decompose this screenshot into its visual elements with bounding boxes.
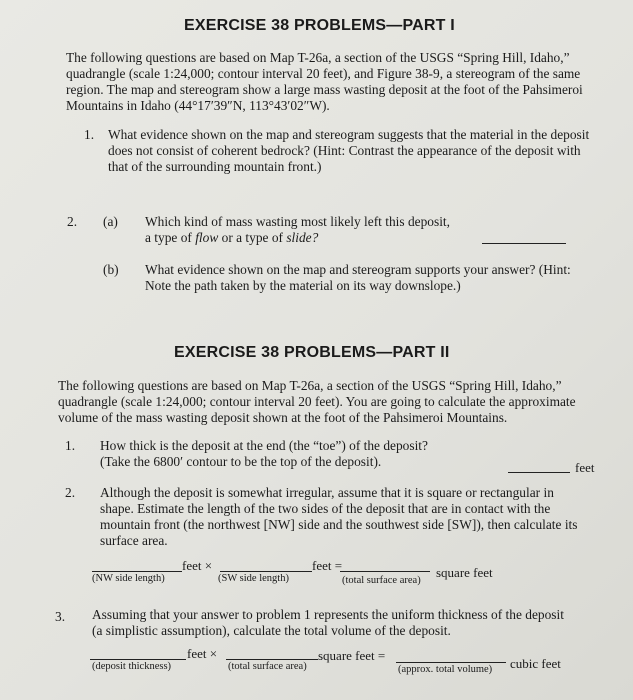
unit-label: cubic feet bbox=[510, 656, 561, 671]
field-label: (SW side length) bbox=[218, 573, 289, 584]
part1-intro-line: Mountains in Idaho (44°17′39″N, 113°43′02″W). bbox=[66, 98, 330, 113]
question-line: that of the surrounding mountain front.) bbox=[108, 159, 322, 174]
nw-side-length-blank[interactable] bbox=[92, 571, 182, 572]
question-line bbox=[145, 230, 318, 246]
question-line: What evidence shown on the map and stereogram supports your answer? (Hint: bbox=[145, 262, 571, 277]
total-volume-blank[interactable] bbox=[396, 662, 506, 663]
question-line: Although the deposit is somewhat irregular, assume that it is square or rectangular in bbox=[100, 485, 554, 500]
question-line: mountain front (the northwest [NW] side and the southwest side [SW]), then calculate its bbox=[100, 517, 578, 532]
part2-title: EXERCISE 38 PROBLEMS—PART II bbox=[174, 344, 450, 361]
text-fragment: a type of bbox=[145, 230, 196, 245]
question-line: How thick is the deposit at the end (the “toe”) of the deposit? bbox=[100, 438, 428, 453]
field-label: (deposit thickness) bbox=[92, 661, 172, 672]
unit-label: square feet bbox=[436, 565, 493, 580]
field-label: (total surface area) bbox=[228, 661, 307, 672]
unit-label: feet bbox=[575, 460, 595, 475]
feet-times: feet × bbox=[187, 646, 218, 661]
feet-equals: feet = bbox=[312, 558, 343, 573]
question-number: 3. bbox=[55, 609, 66, 624]
question-number: 1. bbox=[65, 438, 76, 453]
text-fragment: or a type of bbox=[218, 230, 287, 245]
question-line: shape. Estimate the length of the two sides of the deposit that are in contact with the bbox=[100, 501, 551, 516]
question-line: What evidence shown on the map and stereogram suggests that the material in the deposit bbox=[108, 127, 590, 142]
subquestion-label: (b) bbox=[103, 262, 119, 277]
surface-area-blank[interactable] bbox=[340, 571, 430, 572]
answer-blank[interactable] bbox=[508, 472, 570, 473]
question-line: does not consist of coherent bedrock? (Hint: Contrast the appearance of the deposit with bbox=[108, 143, 581, 158]
field-label: (total surface area) bbox=[342, 575, 421, 586]
question-line: Note the path taken by the material on its way downslope.) bbox=[145, 278, 461, 293]
question-line: (Take the 6800′ contour to be the top of the deposit). bbox=[100, 454, 382, 469]
answer-blank[interactable] bbox=[482, 243, 566, 244]
emphasis-slide: slide? bbox=[286, 230, 319, 245]
part1-intro-line: The following questions are based on Map T-26a, a section of the USGS “Spring Hill, Idaho,” bbox=[66, 50, 570, 65]
question-line: surface area. bbox=[100, 533, 168, 548]
subquestion-label: (a) bbox=[103, 214, 118, 229]
part1-title: EXERCISE 38 PROBLEMS—PART I bbox=[184, 17, 455, 34]
part1-intro-line: region. The map and stereogram show a large mass wasting deposit at the foot of the Pahsimeroi bbox=[66, 82, 583, 97]
part2-intro-line: quadrangle (scale 1:24,000; contour interval 20 feet). You are going to calculate the approximate bbox=[58, 394, 576, 409]
emphasis-flow: flow bbox=[195, 230, 219, 245]
question-line: (a simplistic assumption), calculate the total volume of the deposit. bbox=[92, 623, 451, 638]
total-surface-area-blank[interactable] bbox=[226, 659, 318, 660]
field-label: (approx. total volume) bbox=[398, 664, 493, 675]
question-number: 1. bbox=[84, 127, 95, 142]
feet-times: feet × bbox=[182, 558, 213, 573]
sw-side-length-blank[interactable] bbox=[220, 571, 312, 572]
question-number: 2. bbox=[67, 214, 78, 229]
question-line: Which kind of mass wasting most likely left this deposit, bbox=[145, 214, 450, 229]
deposit-thickness-blank[interactable] bbox=[90, 659, 186, 660]
part1-intro-line: quadrangle (scale 1:24,000; contour interval 20 feet), and Figure 38-9, a stereogram of the same bbox=[66, 66, 581, 81]
square-feet-equals: square feet = bbox=[318, 648, 386, 663]
part2-intro-line: The following questions are based on Map T-26a, a section of the USGS “Spring Hill, Idaho,” bbox=[58, 378, 562, 393]
part2-intro-line: volume of the mass wasting deposit shown at the foot of the Pahsimeroi Mountains. bbox=[58, 410, 508, 425]
field-label: (NW side length) bbox=[92, 573, 165, 584]
question-line: Assuming that your answer to problem 1 represents the uniform thickness of the deposit bbox=[92, 607, 564, 622]
question-number: 2. bbox=[65, 485, 76, 500]
